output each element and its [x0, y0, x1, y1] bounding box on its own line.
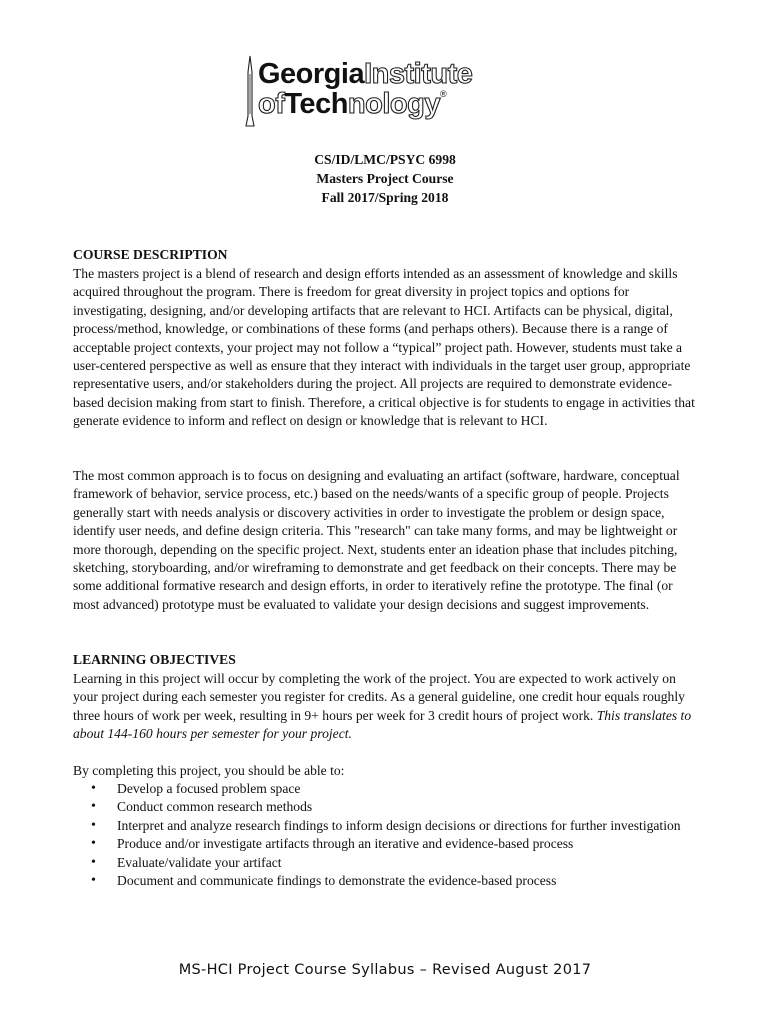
course-name: Masters Project Course [316, 171, 454, 186]
list-item: • Evaluate/validate your artifact [73, 854, 698, 872]
course-description-heading: COURSE DESCRIPTION [73, 247, 228, 262]
logo-line-2 [258, 90, 446, 119]
course-description-paragraph-2: The most common approach is to focus on designing and evaluating an artifact (software, hardware, conceptual framework of behavior, service process, etc.) based on the needs/wants of a specific group of people. Projects generally start with needs analysis or discovery activities in order to investigate the problem or design space, identify user needs, and define design criteria. This "research" can take many forms, and may be lightweight or more thorough, depending on the specific project. Next, students enter an ideation phase that includes pitching, sketching, storyboarding, and/or wireframing to demonstrate and get feedback on their concepts. There may be some additional formative research and design efforts, in order to iteratively refine the prototype. The final (or most advanced) prototype must be evaluated to validate your design decisions and suggest improvements. [73, 468, 680, 612]
list-item: • Produce and/or investigate artifacts through an iterative and evidence-based process [73, 835, 698, 853]
logo-trademark: ® [439, 89, 447, 99]
learning-objectives-text: Learning in this project will occur by completing the work of the project. You are expected to work actively on your project during each semester you register for credits. As a general guideline, one credit hour equals roughly three hours of work per week, resulting in 9+ hours per week for 3 credit hours of project work. [73, 671, 685, 723]
tower-icon [240, 54, 260, 128]
course-code: CS/ID/LMC/PSYC 6998 [314, 152, 456, 167]
list-item: • Interpret and analyze research findings to inform design decisions or directions for further investigation [73, 817, 698, 835]
course-header [0, 150, 770, 207]
logo-institute: Institute [364, 58, 473, 90]
learning-objectives-italic-note: This translates to about 144-160 hours per semester for your project. [73, 707, 692, 742]
logo-of: of [258, 88, 285, 120]
page-footer: MS-HCI Project Course Syllabus – Revised August 2017 [178, 962, 592, 978]
learning-objectives-heading: LEARNING OBJECTIVES [73, 652, 236, 667]
objectives-list [73, 780, 698, 890]
list-item: • Develop a focused problem space [73, 780, 698, 798]
georgia-tech-logo [240, 54, 540, 128]
list-item: • Document and communicate findings to demonstrate the evidence-based process [73, 872, 698, 890]
course-description-paragraph-1: The masters project is a blend of research and design efforts intended as an assessment of knowledge and skills acquired throughout the program. There is freedom for great diversity in project topics and options for investigating, designing, and/or developing artifacts that are relevant to HCI. Artifacts can be physical, digital, process/method, knowledge, or combinations of these forms (and perhaps others). Because there is a range of acceptable project contexts, your project may not follow a “typical” project path. However, students must take a user-centered perspective as well as ensure that they interact with individuals in the target user group, appropriate representative users, and/or stakeholders during the project. All projects are required to demonstrate evidence-based decision making from start to finish. Therefore, a critical objective is for students to engage in activities that generate evidence to inform and reflect on design or knowledge that is relevant to HCI. [73, 266, 695, 429]
logo-tech: Tech [284, 88, 348, 120]
course-term: Fall 2017/Spring 2018 [321, 190, 449, 205]
logo-line-1 [258, 60, 472, 89]
list-item: • Conduct common research methods [73, 798, 698, 816]
objectives-intro: By completing this project, you should be able to: [73, 763, 345, 778]
logo-nology: nology [347, 88, 440, 120]
learning-objectives-paragraph [73, 670, 698, 744]
logo-georgia: Georgia [258, 58, 365, 90]
